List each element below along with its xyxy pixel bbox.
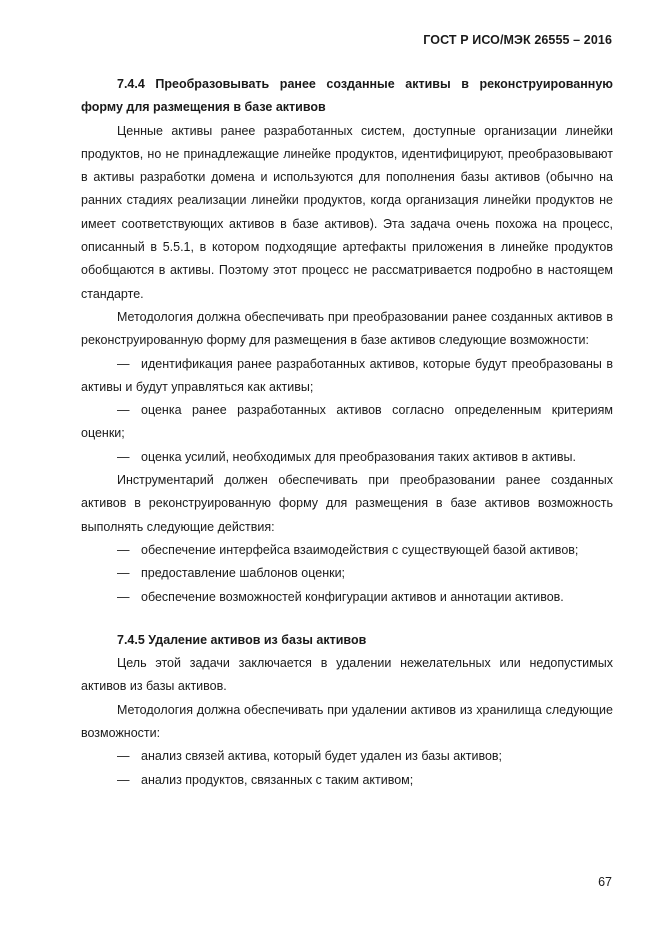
document-header: ГОСТ Р ИСО/МЭК 26555 – 2016 (423, 33, 612, 47)
list-item: — предоставление шаблонов оценки; (81, 562, 613, 585)
page-number: 67 (598, 875, 612, 889)
dash-marker: — (117, 356, 130, 371)
bullet-list (81, 353, 613, 469)
dash-marker: — (117, 449, 130, 464)
paragraph: Инструментарий должен обеспечивать при преобразовании ранее созданных активов в реконструированную форму для размещения в базе активов возможность выполнять следующие действия: (81, 473, 613, 534)
list-item: — анализ связей актива, который будет удален из базы активов; (81, 745, 613, 768)
paragraph: Методология должна обеспечивать при удалении активов из хранилища следующие возможности: (81, 702, 613, 741)
dash-marker: — (117, 403, 130, 418)
list-item: — оценка ранее разработанных активов согласно определенным критериям оценки; (81, 399, 613, 446)
paragraph: Методология должна обеспечивать при преобразовании ранее созданных активов в реконструированную форму для размещения в базе активов следующие возможности: (81, 309, 613, 348)
bullet-list (81, 745, 613, 792)
section-heading-744: 7.4.4 Преобразовывать ранее созданные активы в реконструированную форму для размещения в базе активов (81, 77, 613, 115)
dash-marker: — (117, 749, 130, 764)
dash-marker: — (117, 542, 130, 557)
page-content (81, 73, 613, 792)
list-item: — анализ продуктов, связанных с таким активом; (81, 769, 613, 792)
section-heading-745: 7.4.5 Удаление активов из базы активов (117, 632, 367, 647)
bullet-list (81, 539, 613, 609)
list-item: — обеспечение возможностей конфигурации активов и аннотации активов. (81, 586, 613, 609)
list-item: — идентификация ранее разработанных активов, которые будут преобразованы в активы и будут управляться как активы; (81, 353, 613, 400)
paragraph: Ценные активы ранее разработанных систем, доступные организации линейки продуктов, но не принадлежащие линейке продуктов, идентифицируют, преобразовывают в активы разработки домена и используются для пополнения базы активов (обычно на ранних стадиях реализации линейки продуктов, когда организация линейки продуктов не имеет соответствующих активов в базе активов). Эта задача очень похожа на процесс, описанный в 5.5.1, в котором подходящие артефакты приложения в линейке продуктов обобщаются в активы. Поэтому этот процесс не рассматривается подробно в настоящем стандарте. (81, 123, 613, 301)
list-item: — оценка усилий, необходимых для преобразования таких активов в активы. (81, 446, 613, 469)
dash-marker: — (117, 566, 130, 581)
dash-marker: — (117, 772, 130, 787)
list-item: — обеспечение интерфейса взаимодействия с существующей базой активов; (81, 539, 613, 562)
paragraph: Цель этой задачи заключается в удалении нежелательных или недопустимых активов из базы активов. (81, 656, 613, 694)
dash-marker: — (117, 589, 130, 604)
